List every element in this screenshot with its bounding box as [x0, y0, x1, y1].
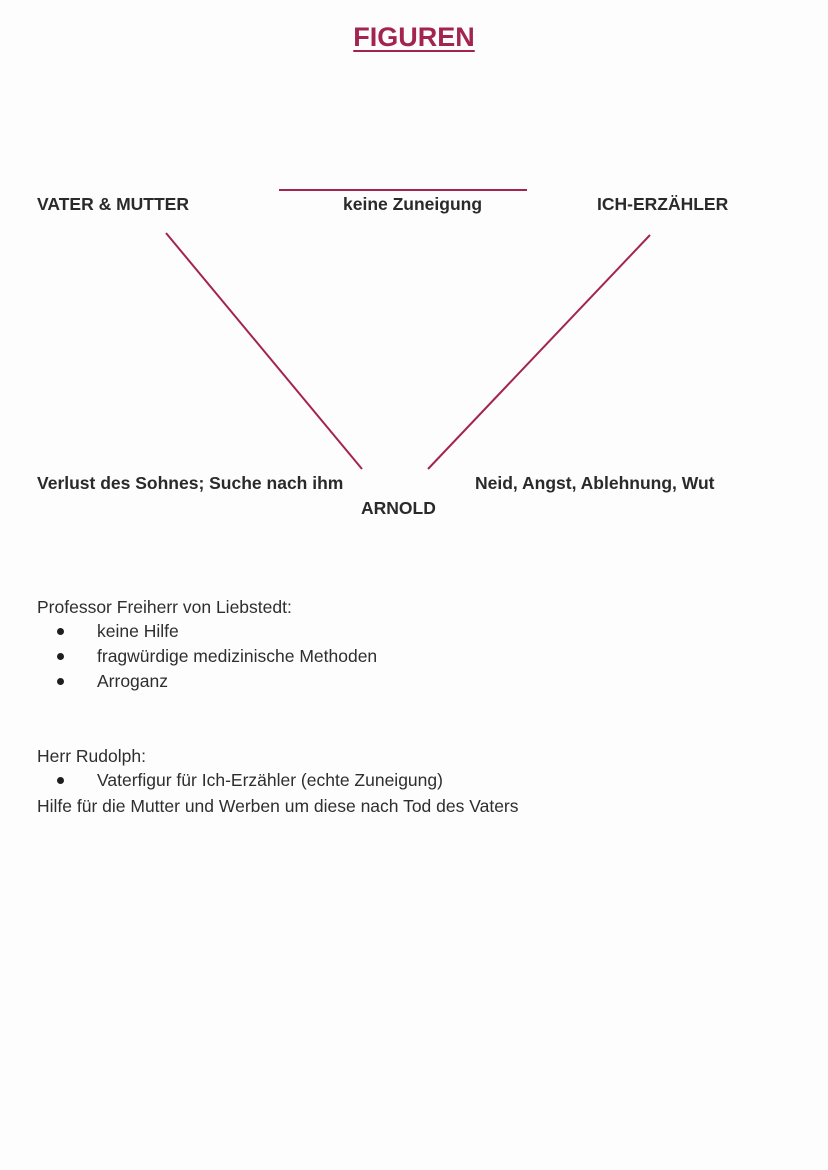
professor-heading: Professor Freiherr von Liebstedt:	[37, 597, 292, 617]
bullet-icon	[57, 678, 64, 685]
label-relationship-right: Neid, Angst, Ablehnung, Wut	[475, 473, 715, 493]
bullet-icon	[57, 628, 64, 635]
list-item: Arroganz	[37, 669, 377, 694]
list-item: Vaterfigur für Ich-Erzähler (echte Zuneigung)	[37, 768, 443, 793]
label-narrator: ICH-ERZÄHLER	[597, 194, 729, 214]
connector-right	[428, 235, 650, 469]
page-title: FIGUREN	[353, 22, 475, 52]
list-item: keine Hilfe	[37, 619, 377, 644]
label-parents: VATER & MUTTER	[37, 194, 189, 214]
label-relationship-left: Verlust des Sohnes; Suche nach ihm	[37, 473, 344, 493]
bullet-icon	[57, 653, 64, 660]
connector-left	[166, 233, 362, 469]
label-arnold: ARNOLD	[361, 498, 436, 518]
professor-list	[37, 619, 377, 694]
bullet-icon	[57, 777, 64, 784]
label-relationship-top: keine Zuneigung	[343, 194, 483, 214]
list-item: fragwürdige medizinische Methoden	[37, 644, 377, 669]
rudolph-heading: Herr Rudolph:	[37, 746, 146, 766]
rudolph-note: Hilfe für die Mutter und Werben um diese nach Tod des Vaters	[37, 796, 519, 816]
rudolph-list	[37, 768, 443, 793]
